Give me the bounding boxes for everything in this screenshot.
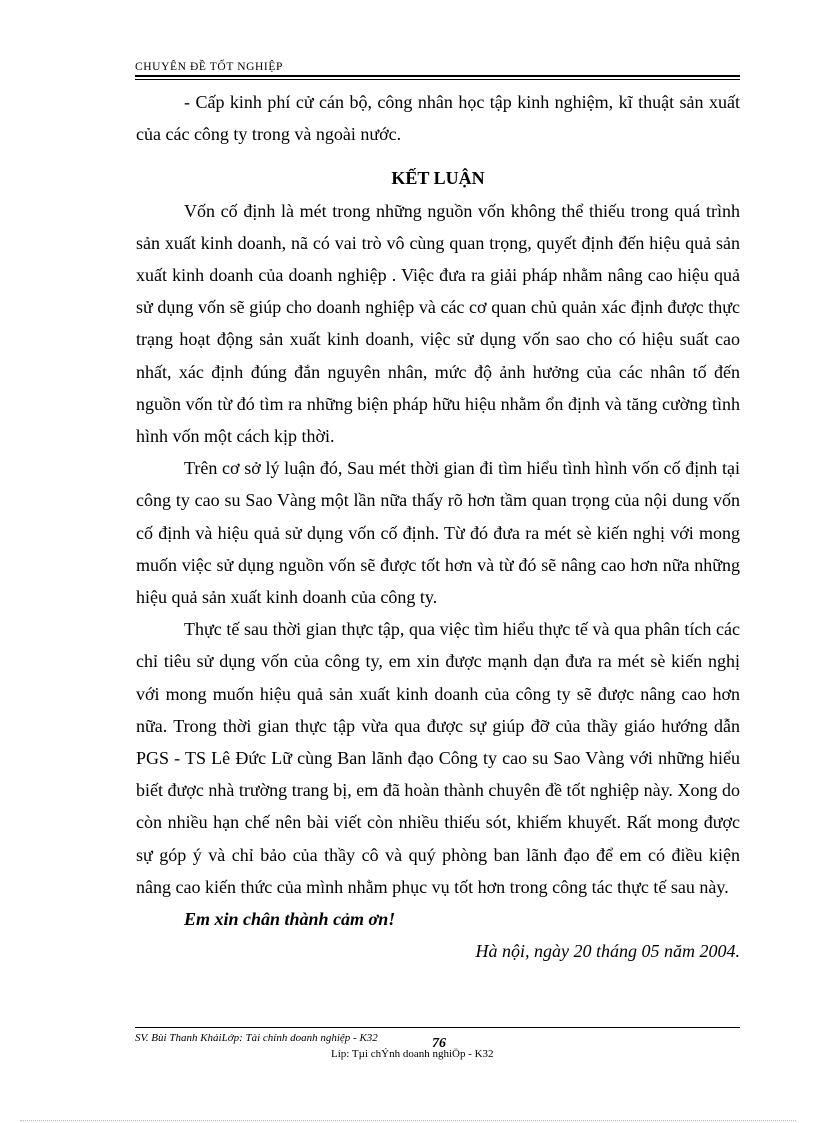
footer-class-line: Líp: Tµi chÝnh doanh nghiÖp - K32 [331,1048,494,1060]
section-title: KẾT LUẬN [391,168,485,189]
body-paragraph-3: Thực tế sau thời gian thực tập, qua việc tìm hiểu thực tế và qua phân tích các chỉ tiêu sử dụng vốn của công ty, em xin được mạnh dạn đưa ra mét sè kiến nghị với mong muốn hiệu quả sản xuất kinh doanh của công ty sẽ được nâng cao hơn nữa. Trong thời gian thực tập vừa qua được sự giúp đỡ của thầy giáo hướng dẫn PGS - TS Lê Đức Lữ cùng Ban lãnh đạo Công ty cao su Sao Vàng với những hiểu biết được nhà trường trang bị, em đã hoàn thành chuyên đề tốt nghiệp này. Xong do còn nhiều hạn chế nên bài viết còn nhiều thiếu sót, khiếm khuyết. Rất mong được sự góp ý và chỉ bảo của thầy cô và quý phòng ban lãnh đạo để em có điều kiện nâng cao kiến thức của mình nhằm phục vụ tốt hơn trong công tác thực tế sau này. [136,619,740,897]
date-line: Hà nội, ngày 20 tháng 05 năm 2004. [475,941,740,962]
body-paragraph-1: Vốn cố định là mét trong những nguồn vốn không thể thiếu trong quá trình sản xuất kinh doanh, nã có vai trò vô cùng quan trọng, quyết định đến hiệu quả sản xuất kinh doanh của doanh nghiệp . Việc đưa ra giải pháp nhằm nâng cao hiệu quả sử dụng vốn sẽ giúp cho doanh nghiệp và các cơ quan chủ quản xác định được thực trạng hoạt động sản xuất kinh doanh, việc sử dụng vốn sao cho có hiệu suất cao nhất, xác định đúng đắn nguyên nhân, mức độ ảnh hưởng của các nhân tố đến nguồn vốn từ đó tìm ra những biện pháp hữu hiệu nhằm ổn định và tăng cường tình hình vốn một cách kịp thời. [136,200,740,447]
body-paragraph-2: Trên cơ sở lý luận đó, Sau mét thời gian đi tìm hiểu tình hình vốn cố định tại công ty cao su Sao Vàng một lần nữa thấy rõ hơn tầm quan trọng của nội dung vốn cố định và hiệu quả sử dụng vốn cố định. Từ đó đưa ra mét sè kiến nghị với mong muốn việc sử dụng nguồn vốn sẽ được tốt hơn và từ đó sẽ nâng cao hơn nữa những hiệu quả sản xuất kinh doanh của công ty. [136,458,740,608]
footer-rule [135,1027,740,1028]
page-header-title: CHUYÊN ĐỀ TỐT NGHIỆP [135,61,283,73]
page-number: 76 [432,1036,446,1051]
header-rule-thick [135,75,740,77]
footer-author-line: SV. Bùi Thanh KhảiLớp: Tài chính doanh nghiệp - K32 [135,1032,378,1044]
document-body [136,86,740,967]
page-bottom-border [20,1120,796,1121]
thanks-line: Em xin chân thành cảm ơn! [184,909,396,930]
intro-bullet-paragraph: - Cấp kinh phí cử cán bộ, công nhân học tập kinh nghiệm, kĩ thuật sản xuất của các công ty trong và ngoài nước. [136,92,740,145]
header-rule-thin [135,79,740,80]
